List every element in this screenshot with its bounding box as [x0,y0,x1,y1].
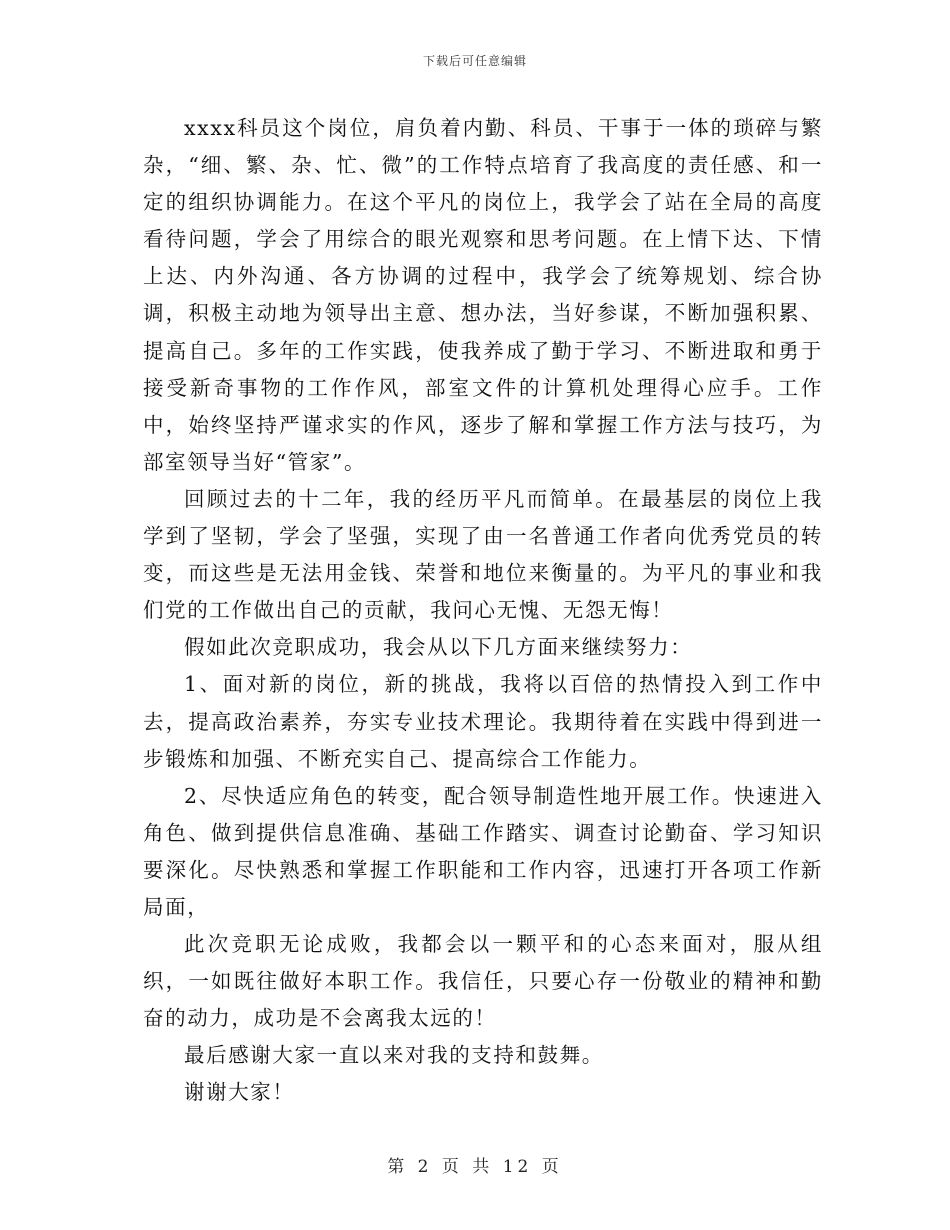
paragraph-5: 2、尽快适应角色的转变，配合领导制造性地开展工作。快速进入角色、做到提供信息准确、基础工作踏实、调查讨论勤奋、学习知识要深化。尽快熟悉和掌握工作职能和工作内容，迅速打开各项工作新局面， [143,783,823,919]
paragraph-1: xxxx科员这个岗位，肩负着内勤、科员、干事于一体的琐碎与繁杂，“细、繁、杂、忙、微”的工作特点培育了我高度的责任感、和一定的组织协调能力。在这个平凡的岗位上，我学会了站在全局的高度看待问题，学会了用综合的眼光观察和思考问题。在上情下达、下情上达、内外沟通、各方协调的过程中，我学会了统筹规划、综合协调，积极主动地为领导出主意、想办法，当好参谋，不断加强积累、提高自己。多年的工作实践，使我养成了勤于学习、不断进取和勇于接受新奇事物的工作作风，部室文件的计算机处理得心应手。工作中，始终坚持严谨求实的作风，逐步了解和掌握工作方法与技巧，为部室领导当好“管家”。 [143,116,823,474]
page-number-footer: 第 2 页 共 12 页 [387,1157,563,1177]
paragraph-3: 假如此次竞职成功，我会从以下几方面来继续努力： [184,635,693,660]
paragraph-8: 谢谢大家！ [184,1080,295,1105]
paragraph-4: 1、面对新的岗位，新的挑战，我将以百倍的热情投入到工作中去，提高政治素养，夯实专业技术理论。我期待着在实践中得到进一步锻炼和加强、不断充实自己、提高综合工作能力。 [143,672,823,771]
paragraph-6: 此次竞职无论成败，我都会以一颗平和的心态来面对，服从组织，一如既往做好本职工作。我信任，只要心存一份敬业的精神和勤奋的动力，成功是不会离我太远的！ [143,932,823,1031]
document-body [143,110,823,1112]
paragraph-7: 最后感谢大家一直以来对我的支持和鼓舞。 [184,1043,604,1068]
paragraph-2: 回顾过去的十二年，我的经历平凡而简单。在最基层的岗位上我学到了坚韧，学会了坚强，实现了由一名普通工作者向优秀党员的转变，而这些是无法用金钱、荣誉和地位来衡量的。为平凡的事业和我们党的工作做出自己的贡献，我问心无愧、无怨无悔！ [143,486,823,623]
page-header: 下载后可任意编辑 [422,54,527,68]
